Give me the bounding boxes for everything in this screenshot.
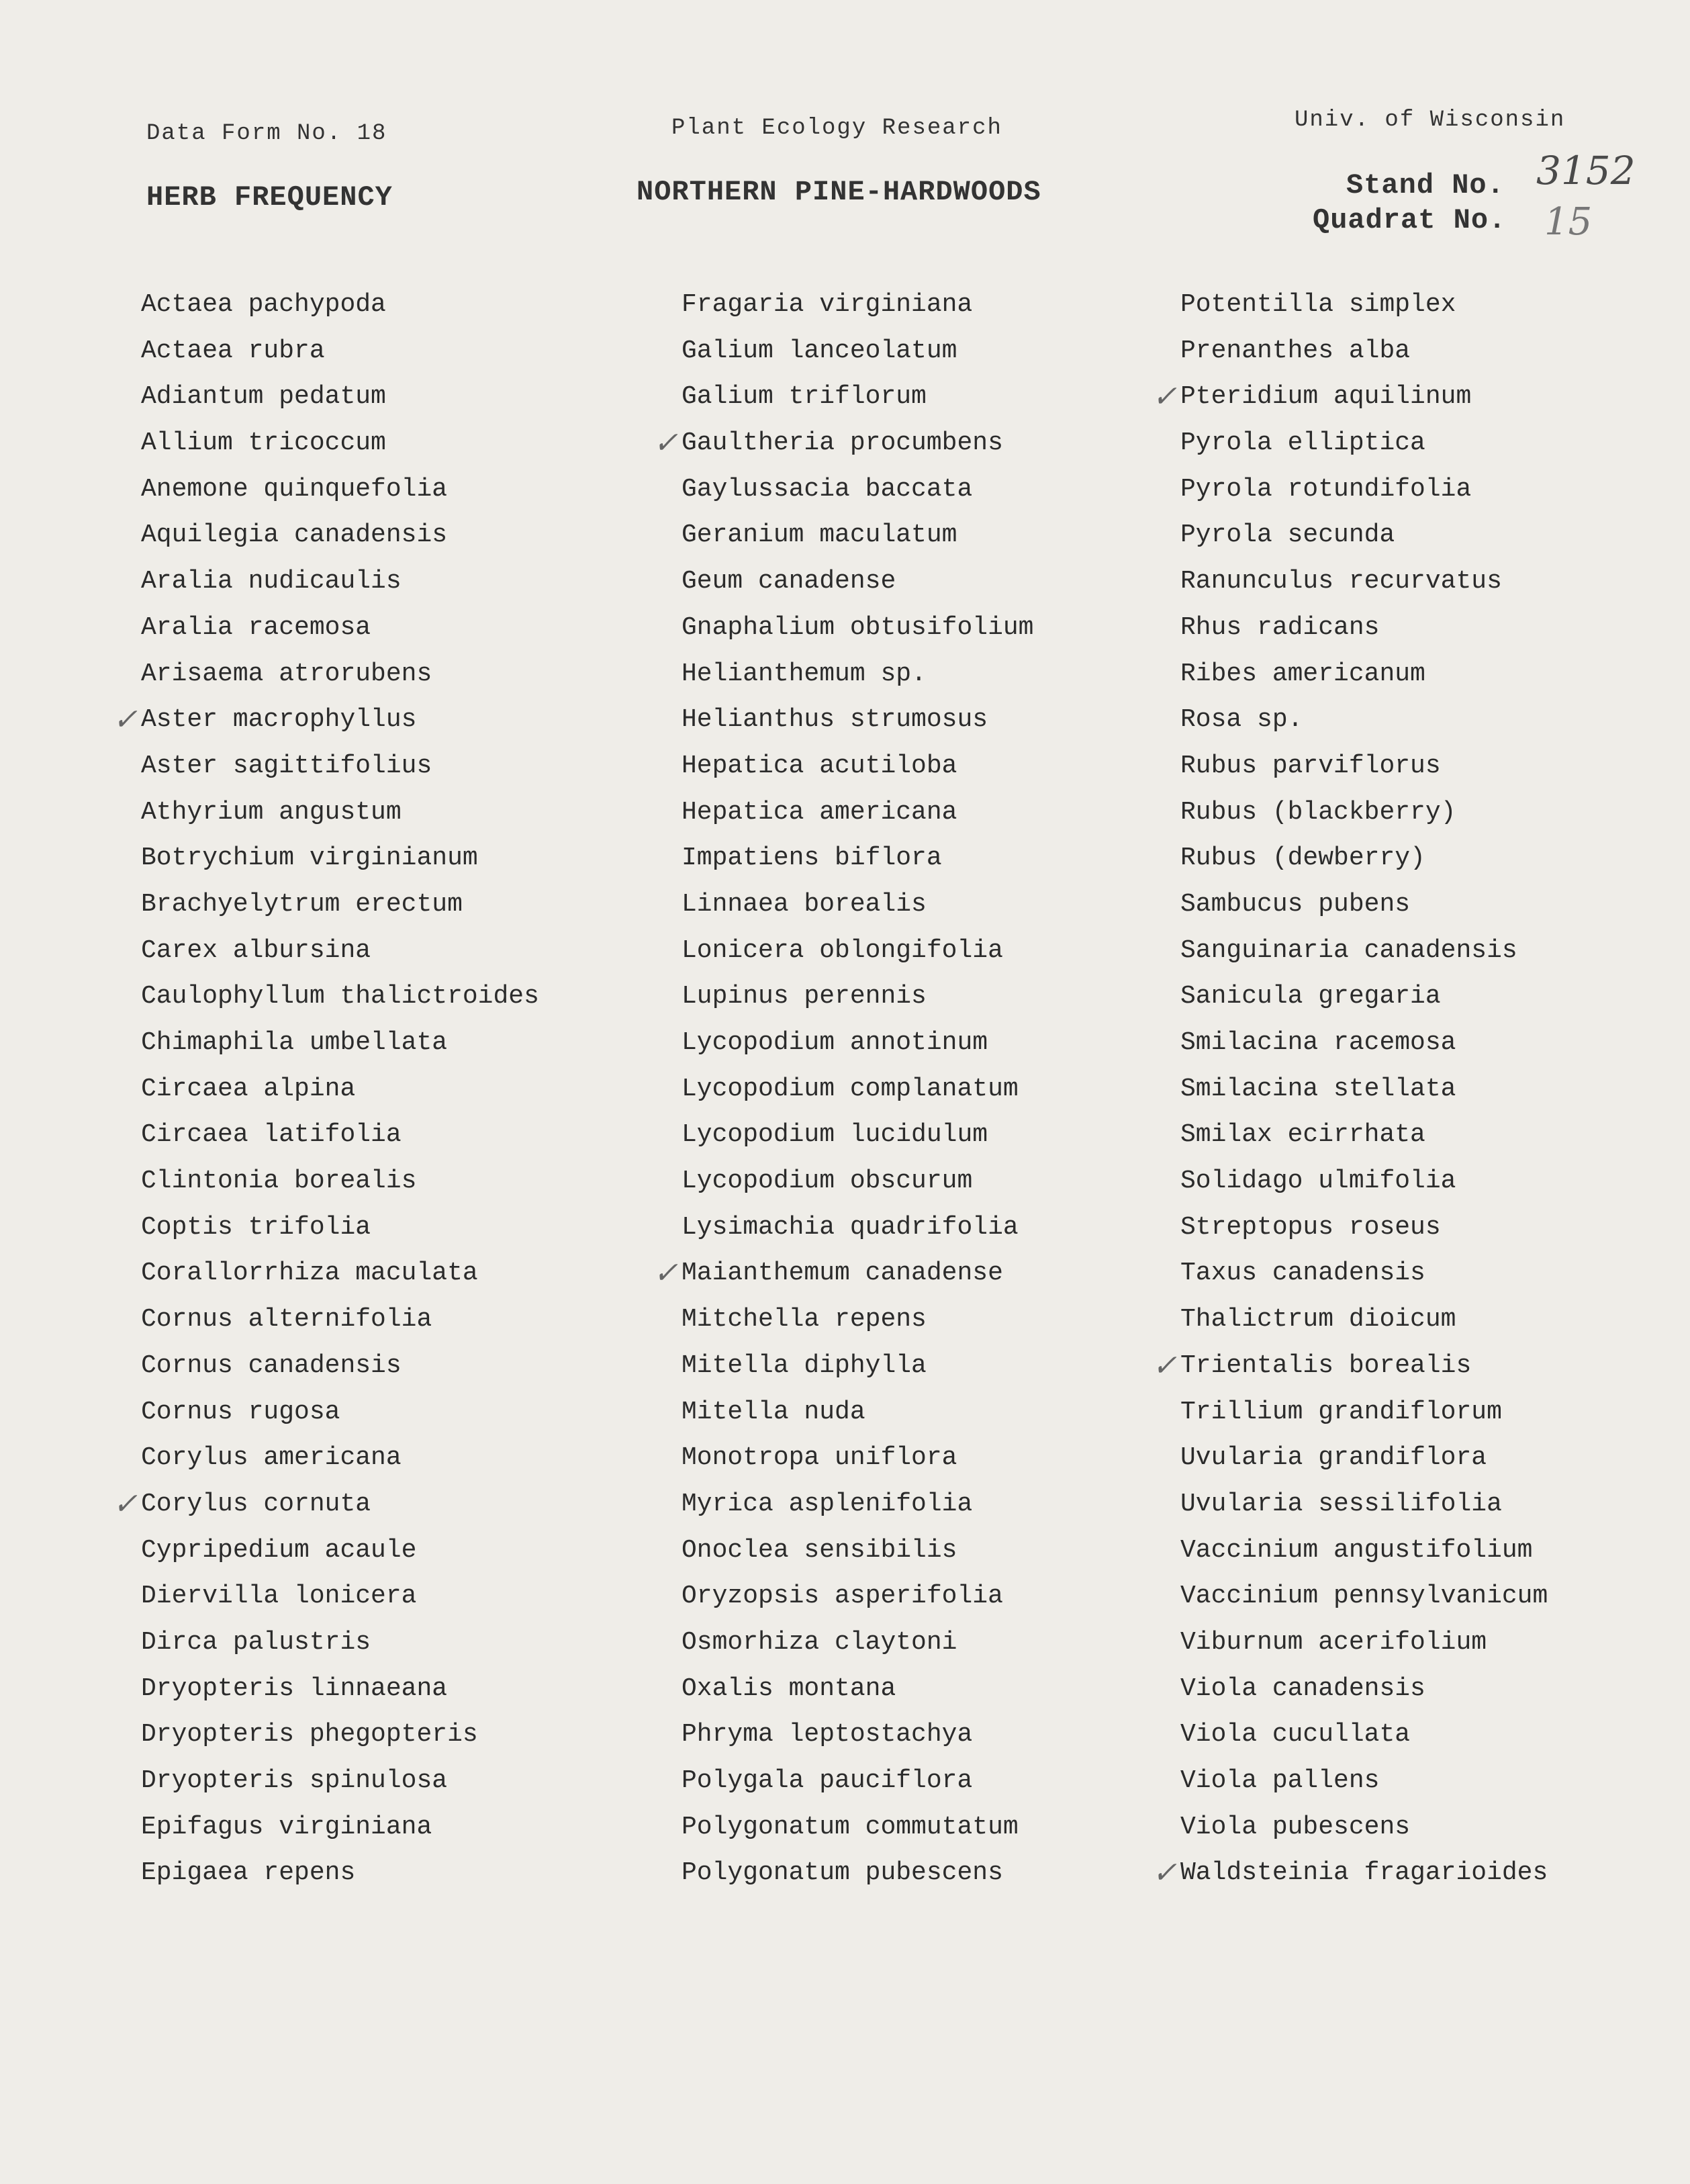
species-row xyxy=(682,1205,1192,1251)
species-name: Lupinus perennis xyxy=(682,982,927,1011)
species-row xyxy=(1180,512,1690,559)
species-name: Rhus radicans xyxy=(1180,612,1380,642)
species-name: Viola cucullata xyxy=(1180,1720,1411,1749)
species-name: Oryzopsis asperifolia xyxy=(682,1582,1003,1611)
species-name: Viola pallens xyxy=(1180,1766,1380,1795)
species-row xyxy=(141,1805,651,1851)
form-number: Data Form No. 18 xyxy=(146,121,387,146)
species-row xyxy=(141,882,651,928)
species-name: Allium tricoccum xyxy=(141,428,386,458)
species-name: Dryopteris spinulosa xyxy=(141,1766,448,1795)
species-name: Cornus canadensis xyxy=(141,1351,402,1380)
species-name: Smilax ecirrhata xyxy=(1180,1120,1425,1150)
handwritten-check-mark: ✓ xyxy=(653,426,678,461)
species-row xyxy=(141,1297,651,1343)
species-row xyxy=(1180,1435,1690,1482)
species-row xyxy=(1180,743,1690,790)
species-name: Diervilla lonicera xyxy=(141,1582,417,1611)
species-row xyxy=(141,1158,651,1205)
species-row xyxy=(1180,928,1690,974)
species-name: Polygonatum commutatum xyxy=(682,1812,1019,1841)
species-name: Galium triflorum xyxy=(682,382,927,412)
species-row xyxy=(141,1112,651,1158)
species-name: Vaccinium angustifolium xyxy=(1180,1535,1533,1565)
species-column-3 xyxy=(1152,282,1690,1897)
species-name: Aster macrophyllus xyxy=(141,705,417,735)
species-name: Thalictrum dioicum xyxy=(1180,1305,1456,1334)
species-name: Mitella nuda xyxy=(682,1397,865,1426)
species-name: Fragaria virginiana xyxy=(682,290,973,319)
species-name: Gnaphalium obtusifolium xyxy=(682,612,1034,642)
species-name: Arisaema atrorubens xyxy=(141,659,432,688)
species-row xyxy=(682,1158,1192,1205)
species-name: Impatiens biflora xyxy=(682,844,942,873)
species-row xyxy=(682,605,1192,651)
species-row xyxy=(653,1250,1192,1297)
species-name: Rubus parviflorus xyxy=(1180,751,1441,780)
species-name: Smilacina racemosa xyxy=(1180,1028,1456,1057)
species-name: Dirca palustris xyxy=(141,1627,371,1657)
species-name: Corylus cornuta xyxy=(141,1489,371,1518)
species-row xyxy=(682,1066,1192,1113)
species-name: Carex albursina xyxy=(141,936,371,965)
species-name: Hepatica americana xyxy=(682,797,957,827)
species-row xyxy=(682,743,1192,790)
form-title: HERB FREQUENCY xyxy=(146,181,393,214)
species-name: Clintonia borealis xyxy=(141,1167,417,1196)
species-name: Caulophyllum thalictroides xyxy=(141,982,539,1011)
species-row xyxy=(141,1066,651,1113)
species-row xyxy=(1180,328,1690,375)
species-name: Waldsteinia fragarioides xyxy=(1180,1858,1548,1888)
species-row xyxy=(1180,1250,1690,1297)
species-row xyxy=(141,974,651,1020)
species-row xyxy=(1152,1850,1690,1897)
species-row xyxy=(1180,697,1690,743)
species-name: Rosa sp. xyxy=(1180,705,1303,735)
species-row xyxy=(141,605,651,651)
species-name: Myrica asplenifolia xyxy=(682,1489,973,1518)
species-row xyxy=(1180,1666,1690,1713)
species-name: Ribes americanum xyxy=(1180,659,1425,688)
species-row xyxy=(1180,1712,1690,1758)
species-name: Oxalis montana xyxy=(682,1674,896,1703)
species-row xyxy=(682,1528,1192,1574)
species-name: Pyrola elliptica xyxy=(1180,428,1425,458)
species-row xyxy=(682,328,1192,375)
species-row xyxy=(1180,1528,1690,1574)
species-row xyxy=(141,1435,651,1482)
species-row xyxy=(682,1112,1192,1158)
species-row xyxy=(141,651,651,698)
species-name: Mitella diphylla xyxy=(682,1351,927,1380)
species-row xyxy=(682,512,1192,559)
species-name: Aster sagittifolius xyxy=(141,751,432,780)
handwritten-check-mark: ✓ xyxy=(1152,1856,1177,1891)
species-name: Viola canadensis xyxy=(1180,1674,1425,1703)
species-row xyxy=(682,651,1192,698)
species-row xyxy=(682,467,1192,513)
species-name: Sambucus pubens xyxy=(1180,889,1411,919)
species-row xyxy=(1180,467,1690,513)
stand-number-label: Stand No. xyxy=(1346,169,1505,201)
species-row xyxy=(682,974,1192,1020)
species-name: Lycopodium complanatum xyxy=(682,1074,1019,1103)
species-name: Phryma leptostachya xyxy=(682,1720,973,1749)
species-row xyxy=(141,1390,651,1436)
species-row xyxy=(141,1574,651,1620)
handwritten-check-mark: ✓ xyxy=(1152,1348,1177,1383)
species-name: Adiantum pedatum xyxy=(141,382,386,412)
species-name: Lonicera oblongifolia xyxy=(682,936,1003,965)
species-row xyxy=(141,1528,651,1574)
species-name: Geranium maculatum xyxy=(682,520,957,550)
species-row xyxy=(1180,1805,1690,1851)
handwritten-check-mark: ✓ xyxy=(1152,379,1177,414)
species-name: Helianthus strumosus xyxy=(682,705,988,735)
species-row xyxy=(113,697,651,743)
species-row xyxy=(141,1250,651,1297)
species-name: Cornus alternifolia xyxy=(141,1305,432,1334)
species-row xyxy=(141,743,651,790)
species-name: Coptis trifolia xyxy=(141,1212,371,1242)
species-name: Pyrola rotundifolia xyxy=(1180,474,1472,504)
species-name: Rubus (blackberry) xyxy=(1180,797,1456,827)
species-row xyxy=(141,1020,651,1066)
species-row xyxy=(1180,1020,1690,1066)
species-name: Mitchella repens xyxy=(682,1305,927,1334)
species-row xyxy=(682,928,1192,974)
species-name: Rubus (dewberry) xyxy=(1180,844,1425,873)
species-name: Vaccinium pennsylvanicum xyxy=(1180,1582,1548,1611)
species-column-1 xyxy=(113,282,651,1897)
species-name: Brachyelytrum erectum xyxy=(141,889,463,919)
species-row xyxy=(141,835,651,882)
species-name: Potentilla simplex xyxy=(1180,290,1456,319)
species-name: Polygonatum pubescens xyxy=(682,1858,1003,1888)
species-row xyxy=(141,1205,651,1251)
species-row xyxy=(1180,1482,1690,1528)
species-row xyxy=(1152,374,1690,420)
species-row xyxy=(682,1666,1192,1713)
species-row xyxy=(682,1620,1192,1666)
species-name: Onoclea sensibilis xyxy=(682,1535,957,1565)
species-row xyxy=(141,1758,651,1805)
species-name: Corallorrhiza maculata xyxy=(141,1259,478,1288)
species-name: Sanicula gregaria xyxy=(1180,982,1441,1011)
species-row xyxy=(141,467,651,513)
species-name: Taxus canadensis xyxy=(1180,1259,1425,1288)
species-row xyxy=(1180,1574,1690,1620)
handwritten-check-mark: ✓ xyxy=(653,1256,678,1291)
species-row xyxy=(1180,1758,1690,1805)
species-column-2 xyxy=(653,282,1192,1897)
species-name: Gaylussacia baccata xyxy=(682,474,973,504)
species-row xyxy=(682,835,1192,882)
species-name: Hepatica acutiloba xyxy=(682,751,957,780)
forest-type-title: NORTHERN PINE-HARDWOODS xyxy=(637,176,1041,208)
species-row xyxy=(1180,790,1690,836)
species-row xyxy=(141,512,651,559)
species-row xyxy=(682,1435,1192,1482)
species-name: Trillium grandiflorum xyxy=(1180,1397,1502,1426)
species-name: Smilacina stellata xyxy=(1180,1074,1456,1103)
species-row xyxy=(1180,835,1690,882)
species-name: Aquilegia canadensis xyxy=(141,520,448,550)
species-row xyxy=(141,282,651,328)
species-row xyxy=(141,790,651,836)
species-row xyxy=(682,282,1192,328)
species-row xyxy=(1180,1620,1690,1666)
species-row xyxy=(141,1666,651,1713)
species-row xyxy=(682,1758,1192,1805)
species-name: Actaea rubra xyxy=(141,336,325,365)
species-name: Epigaea repens xyxy=(141,1858,356,1888)
species-row xyxy=(1180,882,1690,928)
species-row xyxy=(1180,1390,1690,1436)
species-row xyxy=(1180,1297,1690,1343)
species-row xyxy=(682,1343,1192,1390)
quadrat-number-value: 15 xyxy=(1544,200,1593,244)
species-row xyxy=(682,374,1192,420)
species-row xyxy=(141,1712,651,1758)
species-row xyxy=(1180,974,1690,1020)
species-row xyxy=(141,928,651,974)
species-row xyxy=(1152,1343,1690,1390)
species-name: Dryopteris linnaeana xyxy=(141,1674,448,1703)
species-name: Linnaea borealis xyxy=(682,889,927,919)
species-row xyxy=(141,420,651,467)
species-row xyxy=(682,882,1192,928)
species-row xyxy=(682,1574,1192,1620)
species-row xyxy=(682,1297,1192,1343)
species-row xyxy=(1180,420,1690,467)
species-name: Viburnum acerifolium xyxy=(1180,1627,1487,1657)
species-name: Solidago ulmifolia xyxy=(1180,1167,1456,1196)
species-row xyxy=(141,328,651,375)
species-name: Maianthemum canadense xyxy=(682,1259,1003,1288)
species-name: Corylus americana xyxy=(141,1443,402,1473)
species-name: Chimaphila umbellata xyxy=(141,1028,448,1057)
species-name: Pyrola secunda xyxy=(1180,520,1395,550)
species-row xyxy=(682,1805,1192,1851)
species-name: Cornus rugosa xyxy=(141,1397,340,1426)
species-row xyxy=(141,1850,651,1897)
species-row xyxy=(141,1620,651,1666)
organization-name: Plant Ecology Research xyxy=(671,116,1002,141)
species-name: Aralia racemosa xyxy=(141,612,371,642)
university-name: Univ. of Wisconsin xyxy=(1295,107,1566,133)
species-name: Helianthemum sp. xyxy=(682,659,927,688)
species-name: Lysimachia quadrifolia xyxy=(682,1212,1019,1242)
species-name: Circaea latifolia xyxy=(141,1120,402,1150)
species-name: Sanguinaria canadensis xyxy=(1180,936,1517,965)
species-row xyxy=(1180,1066,1690,1113)
species-row xyxy=(1180,559,1690,605)
species-name: Uvularia sessilifolia xyxy=(1180,1489,1502,1518)
species-name: Athyrium angustum xyxy=(141,797,402,827)
species-row xyxy=(682,1020,1192,1066)
species-name: Monotropa uniflora xyxy=(682,1443,957,1473)
species-name: Galium lanceolatum xyxy=(682,336,957,365)
species-row xyxy=(682,790,1192,836)
species-name: Circaea alpina xyxy=(141,1074,356,1103)
species-row xyxy=(141,374,651,420)
species-row xyxy=(682,1850,1192,1897)
species-row xyxy=(1180,605,1690,651)
species-name: Viola pubescens xyxy=(1180,1812,1411,1841)
species-name: Actaea pachypoda xyxy=(141,290,386,319)
stand-number-value: 3152 xyxy=(1536,148,1636,193)
species-name: Streptopus roseus xyxy=(1180,1212,1441,1242)
species-name: Ranunculus recurvatus xyxy=(1180,567,1502,596)
species-row xyxy=(1180,1158,1690,1205)
species-name: Polygala pauciflora xyxy=(682,1766,973,1795)
species-name: Geum canadense xyxy=(682,567,896,596)
species-row xyxy=(682,1482,1192,1528)
species-row xyxy=(682,697,1192,743)
species-name: Botrychium virginianum xyxy=(141,844,478,873)
quadrat-number-label: Quadrat No. xyxy=(1313,204,1507,236)
species-name: Trientalis borealis xyxy=(1180,1351,1472,1380)
species-row xyxy=(141,559,651,605)
species-name: Prenanthes alba xyxy=(1180,336,1411,365)
handwritten-check-mark: ✓ xyxy=(113,1486,138,1521)
species-row xyxy=(682,559,1192,605)
handwritten-check-mark: ✓ xyxy=(113,702,138,737)
species-name: Gaultheria procumbens xyxy=(682,428,1003,458)
species-row xyxy=(1180,651,1690,698)
species-row xyxy=(141,1343,651,1390)
species-name: Pteridium aquilinum xyxy=(1180,382,1472,412)
species-row xyxy=(653,420,1192,467)
species-row xyxy=(113,1482,651,1528)
species-name: Epifagus virginiana xyxy=(141,1812,432,1841)
species-row xyxy=(1180,1112,1690,1158)
species-name: Dryopteris phegopteris xyxy=(141,1720,478,1749)
species-name: Lycopodium annotinum xyxy=(682,1028,988,1057)
species-row xyxy=(1180,1205,1690,1251)
species-name: Lycopodium lucidulum xyxy=(682,1120,988,1150)
species-name: Osmorhiza claytoni xyxy=(682,1627,957,1657)
species-name: Anemone quinquefolia xyxy=(141,474,448,504)
species-name: Lycopodium obscurum xyxy=(682,1167,973,1196)
species-row xyxy=(1180,282,1690,328)
species-name: Uvularia grandiflora xyxy=(1180,1443,1487,1473)
species-name: Cypripedium acaule xyxy=(141,1535,417,1565)
species-row xyxy=(682,1390,1192,1436)
species-row xyxy=(682,1712,1192,1758)
species-name: Aralia nudicaulis xyxy=(141,567,402,596)
